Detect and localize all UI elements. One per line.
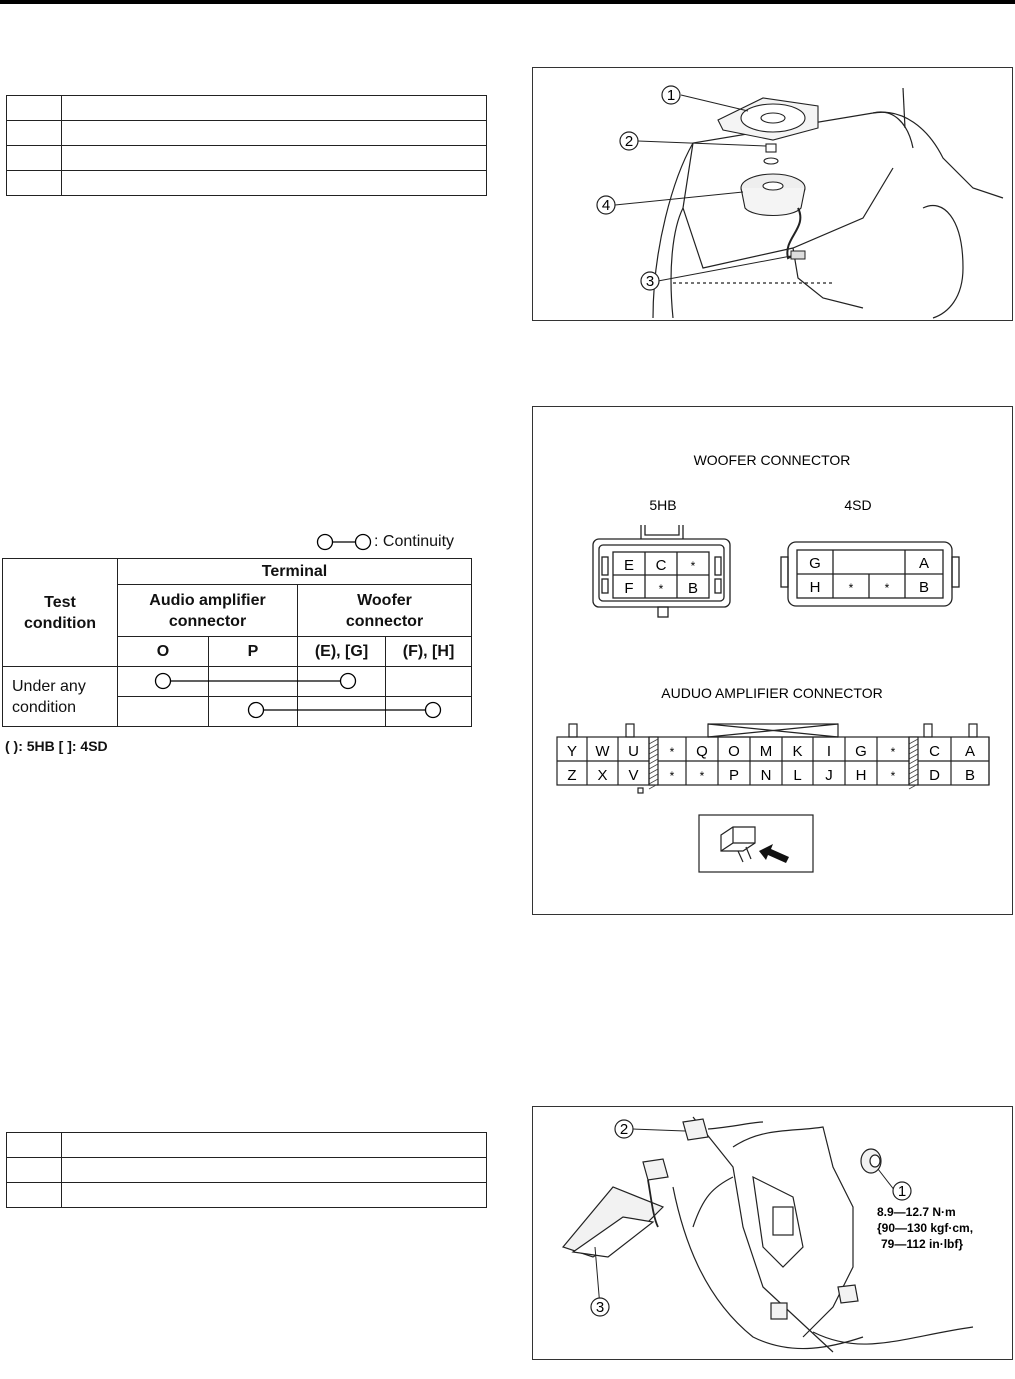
terminal-o: O	[118, 637, 209, 667]
bracket-figure	[532, 1106, 1013, 1360]
amp-pin-top: O	[728, 743, 740, 760]
callout-3: 3	[645, 273, 655, 290]
continuity-dot-fh	[426, 703, 441, 718]
svg-text:E: E	[623, 557, 635, 574]
terminal-p: P	[209, 637, 298, 667]
continuity-dot-eg	[341, 674, 356, 689]
svg-text:B: B	[687, 580, 699, 597]
trunk-illustration	[533, 68, 1012, 320]
amp-pin-top: G	[855, 743, 867, 760]
footnote: ( ): 5HB [ ]: 4SD	[5, 738, 108, 754]
amp-pin-bottom: B	[964, 767, 976, 784]
amp-pin-top: *	[890, 745, 896, 759]
amp-pin-bottom: Z	[567, 767, 577, 784]
label-4sd: 4SD	[844, 497, 872, 513]
torque-line-1: 8.9—12.7 N·m	[877, 1205, 956, 1219]
amp-pin-bottom: N	[760, 767, 772, 784]
svg-text:*: *	[658, 582, 664, 596]
trunk-woofer-figure	[532, 67, 1013, 321]
amp-pin-top: *	[669, 745, 675, 759]
svg-text:H: H	[809, 579, 821, 596]
svg-text:G: G	[809, 555, 821, 572]
amp-pin-bottom: D	[929, 767, 940, 784]
condition-cell: Under any condition	[3, 667, 118, 727]
torque-line-2: {90—130 kgf·cm,	[877, 1221, 974, 1235]
callout-1: 1	[666, 87, 676, 104]
amp-pin-top: W	[595, 743, 610, 760]
parts-table-bottom	[6, 1132, 487, 1208]
connector-amplifier	[557, 724, 989, 793]
amp-pin-bottom: X	[597, 767, 608, 784]
svg-text:B: B	[918, 579, 930, 596]
amp-pin-top: U	[628, 743, 639, 760]
callout-4: 4	[601, 197, 611, 214]
bracket-illustration	[533, 1107, 1012, 1359]
connector-4sd	[781, 542, 959, 606]
amp-pin-bottom: *	[699, 769, 705, 783]
label-5hb: 5HB	[649, 497, 677, 513]
callout-2: 2	[624, 133, 634, 150]
amp-pin-bottom: P	[728, 767, 740, 784]
connector-figure	[532, 406, 1013, 915]
connector-diagram	[533, 407, 1012, 914]
callout-3: 3	[595, 1299, 605, 1316]
header-woofer-connector: Woofer connector	[298, 585, 472, 637]
amp-pin-top: Y	[566, 743, 578, 760]
svg-text:C: C	[655, 557, 667, 574]
header-test-condition: Test condition	[3, 559, 118, 667]
svg-text:*: *	[690, 559, 696, 573]
amp-pin-top: C	[929, 743, 940, 760]
woofer-connector-title: WOOFER CONNECTOR	[693, 452, 851, 468]
continuity-dot-p	[249, 703, 264, 718]
probe-inset-icon	[699, 815, 813, 872]
amp-pin-top: A	[964, 743, 976, 760]
arrow-icon	[759, 844, 789, 863]
callout-1: 1	[897, 1183, 907, 1200]
amp-pin-bottom: V	[628, 767, 639, 784]
amp-pin-bottom: *	[890, 769, 896, 783]
amp-pin-top: I	[826, 743, 832, 760]
amp-pin-bottom: *	[669, 769, 675, 783]
header-audio-amplifier: Audio amplifier connector	[118, 585, 298, 637]
amp-pin-top: M	[759, 743, 773, 760]
svg-text:A: A	[918, 555, 930, 572]
amp-connector-title: AUDUO AMPLIFIER CONNECTOR	[661, 685, 883, 701]
continuity-dot-o	[156, 674, 171, 689]
amp-pin-top: K	[792, 743, 803, 760]
amp-pin-bottom: L	[793, 767, 802, 784]
amp-pin-top: Q	[696, 743, 708, 760]
svg-text:F: F	[624, 580, 634, 597]
svg-text:*: *	[848, 581, 854, 595]
amp-pin-bottom: J	[825, 767, 833, 784]
torque-line-3: 79—112 in·lbf}	[881, 1237, 964, 1251]
svg-text:*: *	[884, 581, 890, 595]
continuity-legend-text: : Continuity	[374, 533, 455, 550]
callout-2: 2	[619, 1121, 629, 1138]
continuity-lines	[0, 0, 480, 730]
header-terminal: Terminal	[118, 559, 472, 585]
terminal-e-g: (E), [G]	[298, 637, 386, 667]
amp-pin-bottom: H	[855, 767, 867, 784]
terminal-f-h: (F), [H]	[386, 637, 472, 667]
amp-pin-grid	[567, 737, 989, 789]
